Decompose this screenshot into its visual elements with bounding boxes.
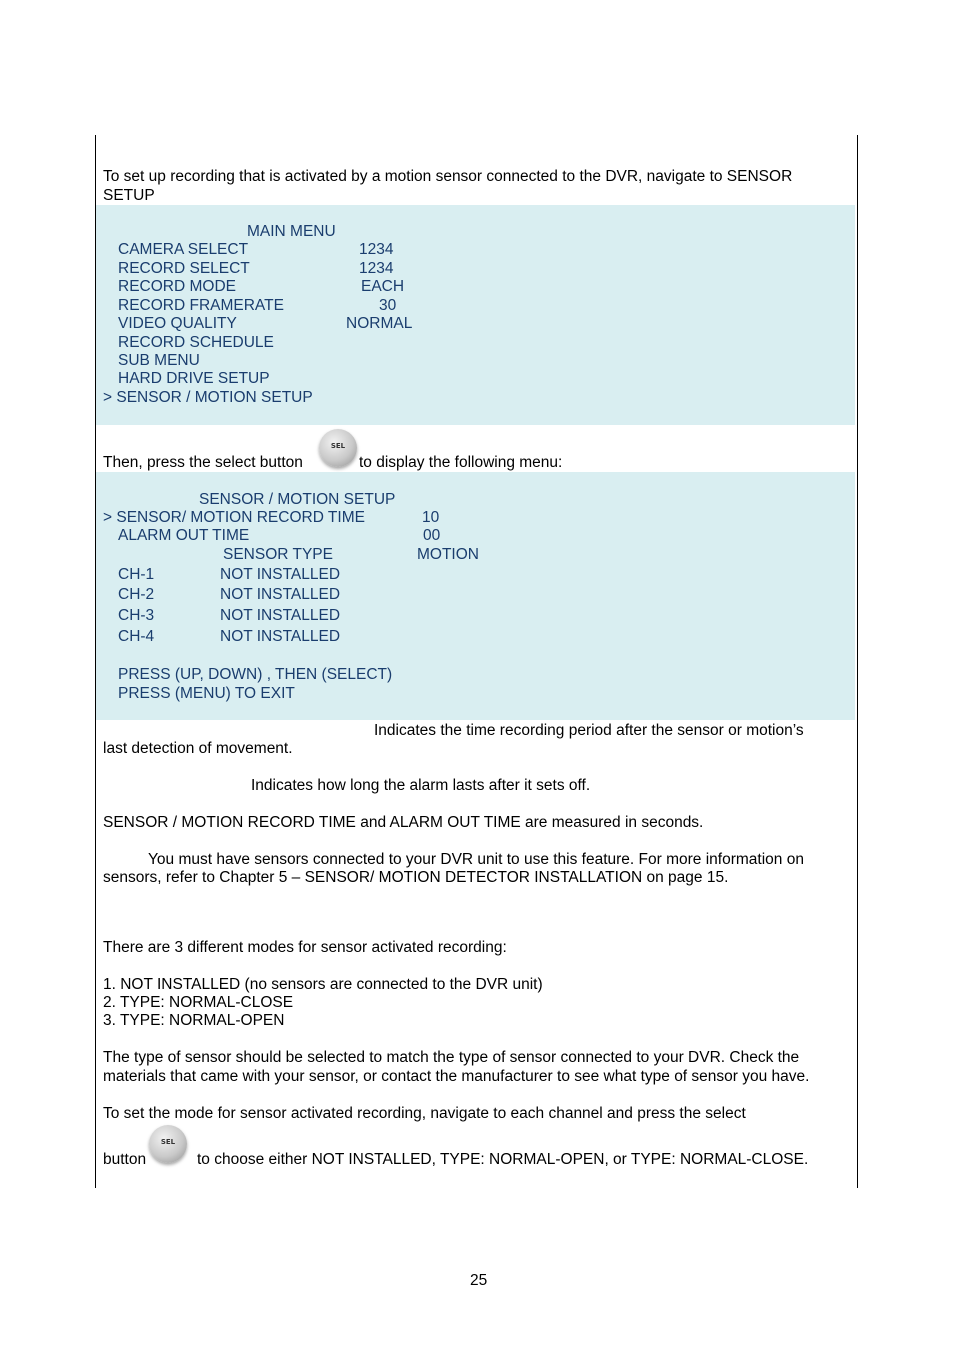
select-button-icon: SEL	[319, 429, 357, 467]
sensor-note-line1: You must have sensors connected to your DVR unit to use this feature. For more information on	[148, 851, 804, 868]
channel-name-3[interactable]: CH-3	[118, 607, 155, 624]
sensor-note-line2: sensors, refer to Chapter 5 – SENSOR/ MOTION DETECTOR INSTALLATION on page 15.	[103, 869, 729, 886]
menu-hint-navigate: PRESS (UP, DOWN) , THEN (SELECT)	[118, 666, 393, 683]
menu-item-video-quality[interactable]: VIDEO QUALITY	[118, 315, 237, 332]
record-time-description-line1: Indicates the time recording period after the sensor or motion’s	[374, 722, 804, 739]
channel-status-1: NOT INSTALLED	[220, 566, 341, 583]
menu-item-sub-menu[interactable]: SUB MENU	[118, 352, 200, 369]
menu-item-record-mode[interactable]: RECORD MODE	[118, 278, 236, 295]
main-menu-title: MAIN MENU	[247, 223, 336, 240]
sensor-menu-title: SENSOR / MOTION SETUP	[199, 491, 396, 508]
channel-name-1[interactable]: CH-1	[118, 566, 155, 583]
menu-item-camera-select[interactable]: CAMERA SELECT	[118, 241, 249, 258]
menu-value-record-time: 10	[422, 509, 440, 526]
intro-paragraph: To set up recording that is activated by a motion sensor connected to the DVR, navigate to SENSOR SETUP	[103, 168, 793, 204]
menu-item-record-framerate[interactable]: RECORD FRAMERATE	[118, 297, 284, 314]
then-press-text: Then, press the select button	[103, 454, 303, 471]
channel-status-4: NOT INSTALLED	[220, 628, 341, 645]
menu-value-video-quality: NORMAL	[346, 315, 413, 332]
menu-item-record-schedule[interactable]: RECORD SCHEDULE	[118, 334, 274, 351]
sensor-type-paragraph-line2: materials that came with your sensor, or contact the manufacturer to see what type of sensor you have.	[103, 1068, 810, 1085]
menu-value-sensor-type: MOTION	[417, 546, 479, 563]
menu-item-hard-drive-setup[interactable]: HARD DRIVE SETUP	[118, 370, 270, 387]
menu-item-record-select[interactable]: RECORD SELECT	[118, 260, 250, 277]
mode-list-item-2: 2. TYPE: NORMAL-CLOSE	[103, 994, 294, 1011]
channel-name-2[interactable]: CH-2	[118, 586, 155, 603]
mode-list-item-1: 1. NOT INSTALLED (no sensors are connected to the DVR unit)	[103, 976, 543, 993]
menu-hint-exit: PRESS (MENU) TO EXIT	[118, 685, 295, 702]
menu-value-record-framerate: 30	[379, 297, 397, 314]
measured-in-seconds-text: SENSOR / MOTION RECORD TIME and ALARM OUT TIME are measured in seconds.	[103, 814, 704, 831]
sensor-type-paragraph-line1: The type of sensor should be selected to match the type of sensor connected to your DVR. Check the	[103, 1049, 800, 1066]
menu-value-alarm-out-time: 00	[423, 527, 441, 544]
channel-status-2: NOT INSTALLED	[220, 586, 341, 603]
channel-status-3: NOT INSTALLED	[220, 607, 341, 624]
menu-value-record-select: 1234	[359, 260, 394, 277]
menu-item-alarm-out-time[interactable]: ALARM OUT TIME	[118, 527, 250, 544]
menu-value-camera-select: 1234	[359, 241, 394, 258]
button-line-after-text: to choose either NOT INSTALLED, TYPE: NORMAL-OPEN, or TYPE: NORMAL-CLOSE.	[197, 1151, 809, 1168]
then-press-after-text: to display the following menu:	[359, 454, 563, 471]
channel-name-4[interactable]: CH-4	[118, 628, 155, 645]
alarm-out-description: Indicates how long the alarm lasts after it sets off.	[251, 777, 591, 794]
mode-list-item-3: 3. TYPE: NORMAL-OPEN	[103, 1012, 285, 1029]
menu-item-record-time-selected[interactable]: > SENSOR/ MOTION RECORD TIME	[103, 509, 365, 526]
menu-item-sensor-type[interactable]: SENSOR TYPE	[223, 546, 333, 563]
menu-value-record-mode: EACH	[361, 278, 405, 295]
select-button-icon-2: SEL	[149, 1125, 187, 1163]
record-time-description-line2: last detection of movement.	[103, 740, 293, 757]
modes-intro: There are 3 different modes for sensor activated recording:	[103, 939, 507, 956]
page-number: 25	[470, 1272, 488, 1289]
menu-item-sensor-motion-setup-selected[interactable]: > SENSOR / MOTION SETUP	[103, 389, 313, 406]
set-mode-paragraph: To set the mode for sensor activated recording, navigate to each channel and press the select	[103, 1105, 746, 1122]
button-line-text: button	[103, 1151, 147, 1168]
